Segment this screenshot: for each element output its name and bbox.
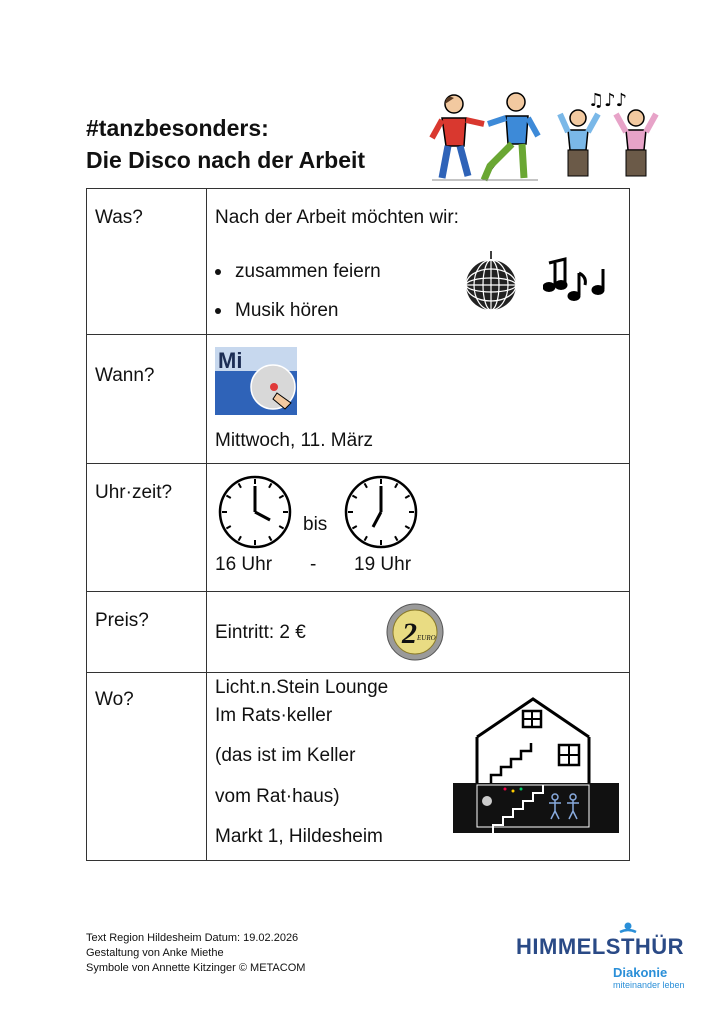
row-wo — [87, 673, 630, 861]
music-notes-icon — [543, 255, 613, 305]
row-uhrzeit — [87, 464, 630, 592]
dancing-people-icon — [428, 88, 673, 184]
svg-text:2: 2 — [402, 617, 417, 650]
logo-brand: HIMMELSTHÜR — [516, 934, 685, 959]
calendar-wednesday-icon — [215, 347, 297, 415]
logo-tagline: miteinander leben — [613, 980, 685, 990]
end-time: 19 Uhr — [354, 554, 412, 575]
start-time: 16 Uhr — [215, 554, 273, 575]
wo-line-5: Markt 1, Hildesheim — [215, 826, 383, 847]
answer-uhrzeit — [207, 464, 630, 592]
label-wo: Wo? — [87, 673, 207, 861]
footer-line-3: Symbole von Annette Kitzinger © METACOM — [86, 962, 306, 974]
wann-date: Mittwoch, 11. März — [215, 430, 374, 451]
page-title — [86, 112, 365, 176]
wo-line-4: vom Rat·haus) — [215, 786, 340, 807]
clock-4-icon — [217, 474, 293, 550]
clock-7-icon — [343, 474, 419, 550]
himmelsthuer-logo — [516, 922, 685, 992]
disco-ball-icon — [463, 251, 519, 313]
wo-line-1: Licht.n.Stein Lounge — [215, 677, 389, 698]
answer-was — [207, 189, 630, 335]
time-dash: - — [310, 554, 317, 575]
was-intro: Nach der Arbeit möchten wir: — [215, 207, 459, 228]
row-was — [87, 189, 630, 335]
svg-text:EURO: EURO — [417, 634, 436, 642]
answer-preis — [207, 592, 630, 673]
label-wann: Wann? — [87, 335, 207, 464]
bullet-item: zusammen feiern — [215, 261, 381, 283]
answer-wann — [207, 335, 630, 464]
title-line-2: Die Disco nach der Arbeit — [86, 147, 366, 173]
info-table — [86, 188, 630, 861]
svg-text:Mi: Mi — [218, 348, 243, 373]
label-preis: Preis? — [87, 592, 207, 673]
label-was: Was? — [87, 189, 207, 335]
preis-text: Eintritt: 2 € — [215, 622, 306, 643]
footer-line-1: Text Region Hildesheim Datum: 19.02.2026 — [86, 932, 299, 944]
bullet-item: Musik hören — [215, 300, 339, 322]
house-basement-icon — [453, 697, 619, 833]
footer — [86, 931, 305, 976]
row-wann — [87, 335, 630, 464]
svg-text:♫♪♪: ♫♪♪ — [588, 90, 628, 111]
wo-line-2: Im Rats·keller — [215, 705, 333, 726]
row-preis — [87, 592, 630, 673]
footer-line-2: Gestaltung von Anke Miethe — [86, 947, 224, 959]
logo-diakonie: Diakonie — [613, 965, 668, 980]
wo-line-3: (das ist im Keller — [215, 745, 356, 766]
answer-wo — [207, 673, 630, 861]
bis-text: bis — [303, 514, 328, 535]
label-uhrzeit: Uhr·zeit? — [87, 464, 207, 592]
title-line-1: #tanzbesonders: — [86, 115, 269, 141]
euro-coin-icon — [385, 602, 445, 662]
